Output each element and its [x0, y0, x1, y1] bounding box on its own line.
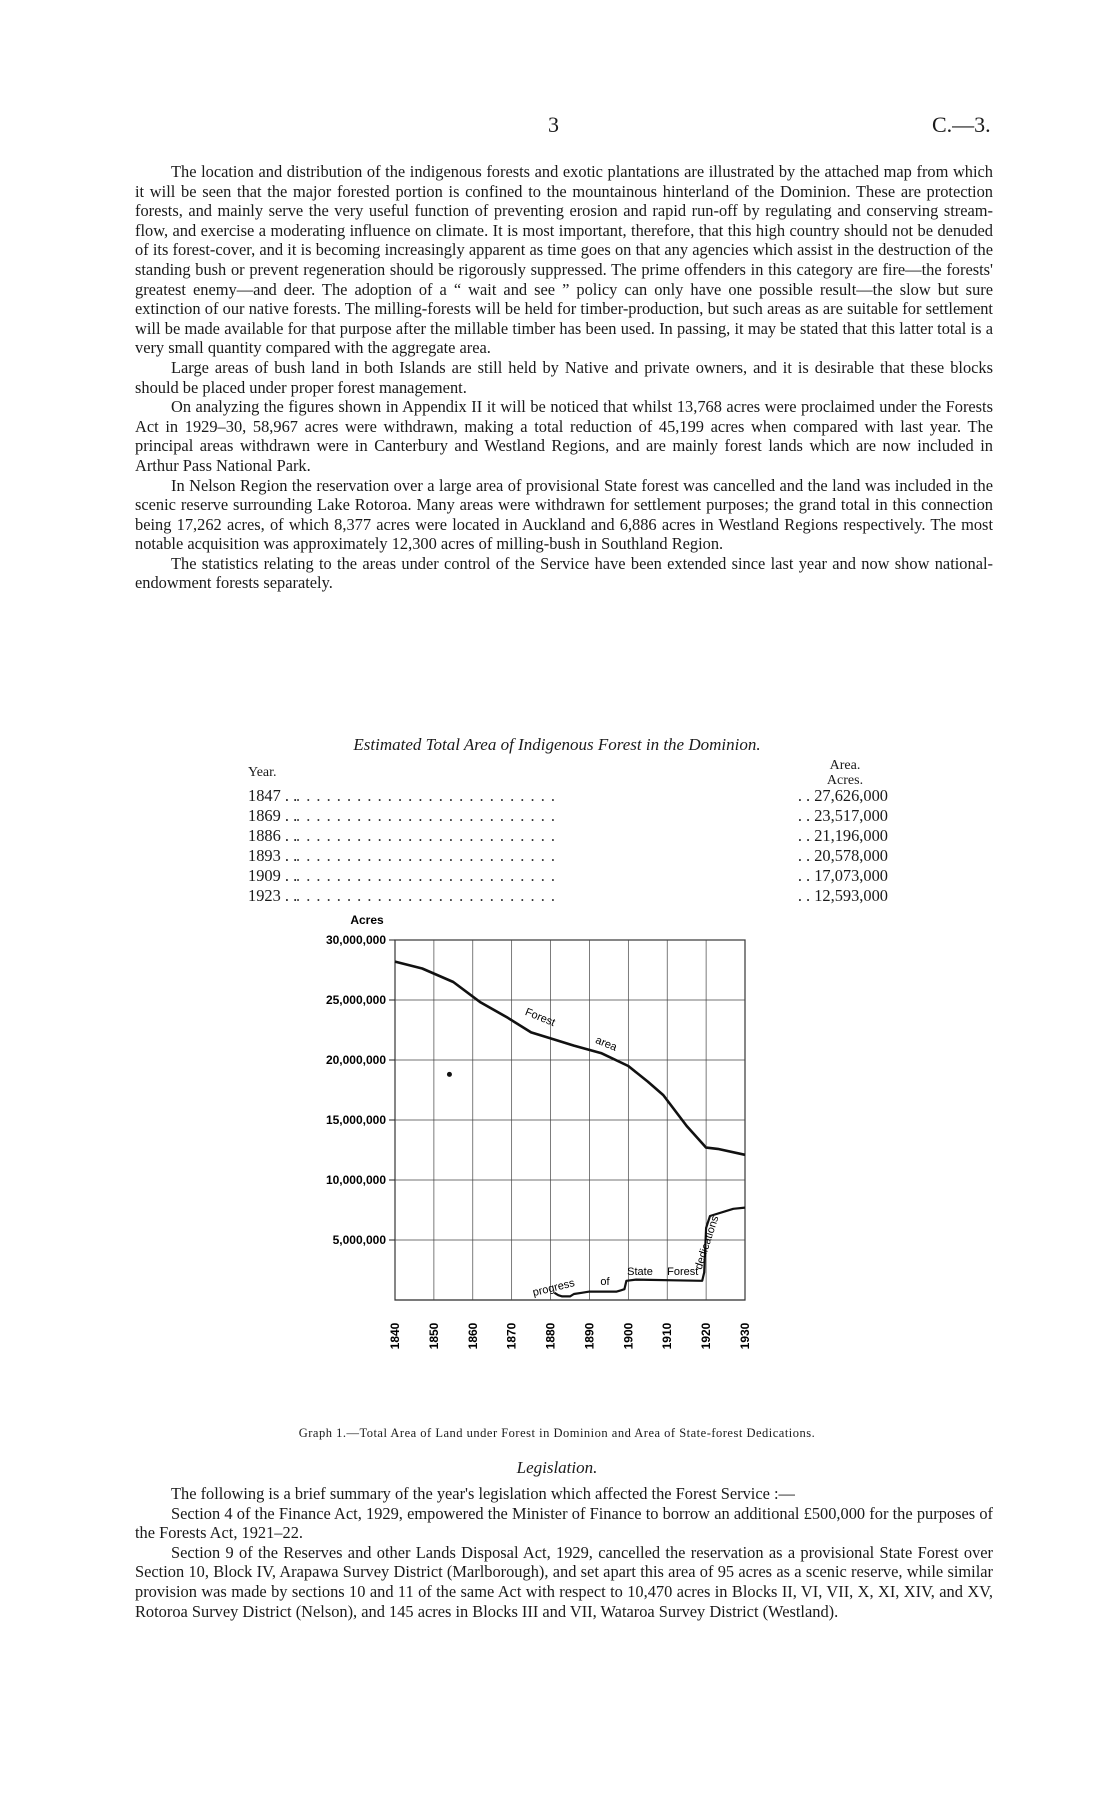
x-tick-label: 1910	[660, 1322, 675, 1350]
table-row	[248, 826, 888, 846]
paragraph: Section 9 of the Reserves and other Lands Disposal Act, 1929, cancelled the reservation as a provisional State Forest over Section 10, Block IV, Arapawa Survey District (Marlborough), and set apart this area of 95 acres as a scenic reserve, while similar provision was made by sections 10 and 11 of the same Act with respect to 10,470 acres in Blocks II, VI, VII, X, XI, XIV, and XV, Rotoroa Survey District (Nelson), and 145 acres in Blocks III and VII, Wataroa Survey District (Westland).	[135, 1542, 993, 1621]
y-tick-label: 25,000,000	[325, 993, 386, 1007]
table-title: Estimated Total Area of Indigenous Forest in the Dominion.	[353, 735, 761, 754]
area-cell: . . 27,626,000	[797, 786, 888, 805]
series-label: Forest	[523, 1006, 557, 1030]
leader-dots: . . . . . . . . . . . . . . . . . . . . . . . . . .	[296, 886, 556, 905]
forest-area-line	[395, 962, 745, 1155]
paragraph: In Nelson Region the reservation over a large area of provisional State forest was cancelled and the land was included in the scenic reserve surrounding Lake Rotoroa. Many areas were withdrawn for settlement purposes; the grand total in this connection being 17,262 acres, of which 8,377 acres were located in Auckland and 6,886 acres in Westland Regions respectively. The most notable acquisition was approximately 12,300 acres of milling-bush in Southland Region.	[135, 475, 993, 554]
table-year-header: Year.	[248, 765, 277, 780]
paragraph: The following is a brief summary of the year's legislation which affected the Forest Service :—	[171, 1484, 795, 1503]
x-tick-label: 1920	[699, 1322, 714, 1350]
paragraph: On analyzing the figures shown in Appendix II it will be noticed that whilst 13,768 acres were proclaimed under the Forests Act in 1929–30, 58,967 acres were withdrawn, making a total reduction of 45,199 acres when compared with last year. The principal areas withdrawn were in Canterbury and Westland Regions, and are mainly forest lands which are now included in Arthur Pass National Park.	[135, 397, 993, 475]
table-area-header	[800, 758, 890, 788]
series-label: progress	[531, 1277, 576, 1300]
y-tick-label: 30,000,000	[325, 933, 386, 947]
y-tick-label: 10,000,000	[325, 1173, 386, 1187]
document-code: C.—3.	[932, 112, 991, 137]
section-title: Legislation.	[516, 1458, 598, 1477]
year-cell: 1909 . .	[248, 866, 298, 885]
table-row	[248, 846, 888, 866]
x-tick-label: 1850	[426, 1322, 441, 1350]
year-cell: 1923 . .	[248, 886, 298, 905]
area-cell: . . 20,578,000	[797, 846, 888, 865]
paragraph: The statistics relating to the areas under control of the Service have been extended since last year and now show national-endowment forests separately.	[135, 553, 993, 593]
y-tick-label: 20,000,000	[325, 1053, 386, 1067]
table-row	[248, 786, 888, 806]
area-cell: . . 21,196,000	[797, 826, 888, 845]
series-label: Forest	[667, 1265, 699, 1278]
paragraph: The location and distribution of the indigenous forests and exotic plantations are illustrated by the attached map from which it will be seen that the major forested portion is confined to the mountainous hinterland of the Dominion. These are protection forests, and mainly serve the very useful function of preventing erosion and rapid run-off by regulating and conserving stream-flow, and exercise a moderating influence on climate. It is most important, therefore, that this high country should not be denuded of its forest-cover, and it is becoming increasingly apparent as time goes on that any agencies which assist in the destruction of the standing bush or prevent regeneration should be rigorously suppressed. The prime offenders in this category are fire—the forests' greatest enemy—and deer. The adoption of a “ wait and see ” policy can only have one possible result—the slow but sure extinction of our native forests. The milling-forests will be held for timber-production, but such areas as are suitable for settlement will be made available for that purpose after the millable timber has been used. In passing, it may be stated that this latter total is a very small quantity compared with the aggregate area.	[135, 162, 993, 358]
table-row	[248, 866, 888, 886]
page-header	[0, 112, 1114, 140]
leader-dots: . . . . . . . . . . . . . . . . . . . . . . . . . .	[296, 826, 556, 845]
page-number: 3	[548, 112, 559, 137]
year-cell: 1886 . .	[248, 826, 298, 845]
table-row	[248, 806, 888, 826]
area-cell: . . 17,073,000	[797, 866, 888, 885]
paragraph: Section 4 of the Finance Act, 1929, empowered the Minister of Finance to borrow an additional £500,000 for the purposes of the Forests Act, 1921–22.	[135, 1503, 993, 1543]
series-label: of	[600, 1276, 610, 1288]
leader-dots: . . . . . . . . . . . . . . . . . . . . . . . . . .	[296, 806, 556, 825]
x-tick-label: 1870	[504, 1322, 519, 1350]
area-unit-label: Acres.	[826, 773, 864, 788]
area-cell: . . 23,517,000	[797, 806, 888, 825]
leader-dots: . . . . . . . . . . . . . . . . . . . . . . . . . .	[296, 866, 556, 885]
x-tick-label: 1880	[543, 1322, 558, 1350]
leader-dots: . . . . . . . . . . . . . . . . . . . . . . . . . .	[296, 786, 556, 805]
y-tick-label: 15,000,000	[325, 1113, 386, 1127]
leader-dots: . . . . . . . . . . . . . . . . . . . . . . . . . .	[296, 846, 556, 865]
year-cell: 1893 . .	[248, 846, 298, 865]
x-tick-label: 1840	[388, 1322, 402, 1350]
body-text-top	[135, 162, 993, 593]
x-tick-label: 1930	[738, 1322, 752, 1350]
series-label: State	[627, 1265, 653, 1278]
forest-area-chart	[300, 900, 820, 1415]
stray-mark	[447, 1072, 452, 1077]
year-cell: 1869 . .	[248, 806, 298, 825]
y-tick-label: 5,000,000	[332, 1233, 386, 1247]
body-text-bottom	[135, 1484, 993, 1621]
x-tick-label: 1860	[465, 1322, 480, 1350]
series-label: area	[593, 1034, 619, 1054]
series-label: dedications	[692, 1214, 722, 1271]
paragraph: Large areas of bush land in both Islands are still held by Native and private owners, and it is desirable that these blocks should be placed under proper forest management.	[135, 357, 993, 397]
x-tick-label: 1900	[621, 1322, 636, 1350]
y-axis-label: Acres	[350, 913, 384, 927]
area-header-label: Area.	[829, 758, 861, 773]
x-tick-label: 1890	[582, 1322, 597, 1350]
year-cell: 1847 . .	[248, 786, 298, 805]
area-cell: . . 12,593,000	[797, 886, 888, 905]
graph-caption: Graph 1.—Total Area of Land under Forest in Dominion and Area of State-forest Dedications.	[298, 1426, 816, 1440]
